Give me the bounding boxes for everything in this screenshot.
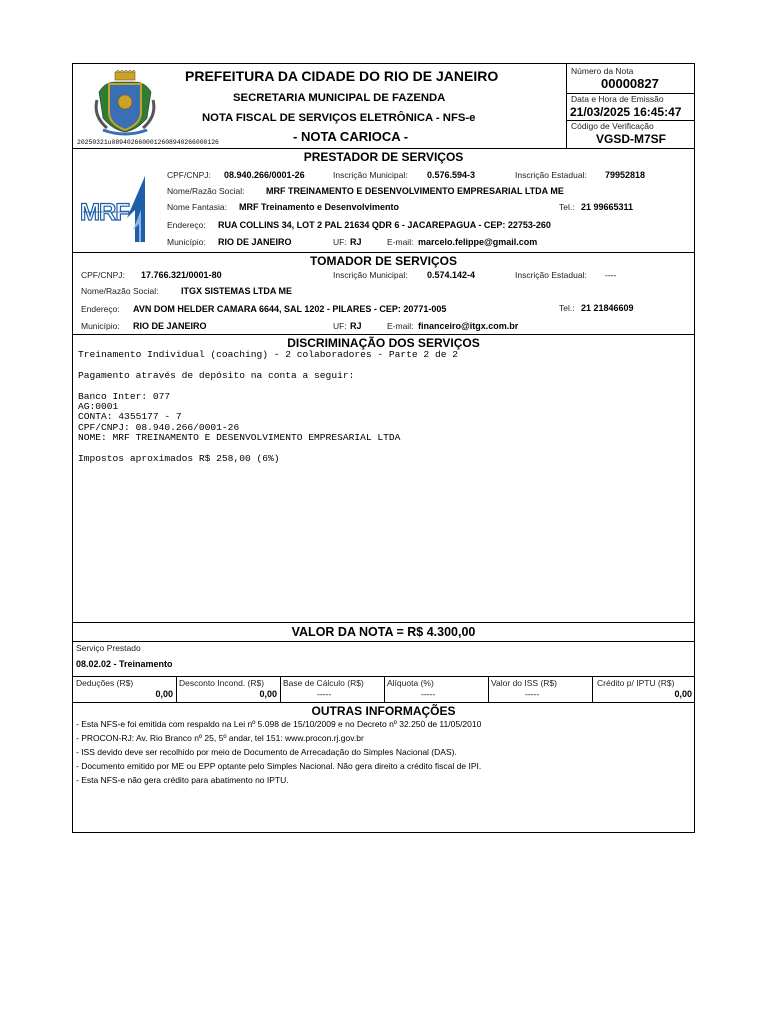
tomador-telefone: 21 21846609 — [581, 303, 634, 313]
numero-nota-label: Número da Nota — [571, 66, 634, 76]
base-calculo-value: ----- — [317, 689, 332, 699]
tomador-razao-social: ITGX SISTEMAS LTDA ME — [181, 286, 293, 296]
credito-iptu-value: 0,00 — [674, 689, 692, 699]
tomador-cnpj: 17.766.321/0001-80 — [141, 270, 222, 280]
codigo-verificacao-label: Código de Verificação — [571, 121, 654, 131]
tomador-municipio: RIO DE JANEIRO — [133, 321, 207, 331]
aliquota-value: ----- — [421, 689, 436, 699]
secretaria-title: SECRETARIA MUNICIPAL DE FAZENDA — [233, 92, 446, 104]
credito-iptu-label: Crédito p/ IPTU (R$) — [597, 678, 675, 688]
servico-prestado-value: 08.02.02 - Treinamento — [76, 659, 173, 669]
outras-informacoes-title: OUTRAS INFORMAÇÕES — [311, 704, 456, 718]
tomador-endereco: AVN DOM HELDER CAMARA 6644, SAL 1202 - PILARES - CEP: 20771-005 — [133, 304, 447, 314]
outras-line-2: - PROCON-RJ: Av. Rio Branco nº 25, 5º andar, tel 151: www.procon.rj.gov.br — [76, 733, 364, 743]
servico-prestado-label: Serviço Prestado — [76, 643, 141, 653]
prestador-endereco: RUA COLLINS 34, LOT 2 PAL 21634 QDR 6 - JACAREPAGUA - CEP: 22753-260 — [218, 220, 551, 230]
tomador-inscricao-estadual: ---- — [605, 270, 617, 280]
tomador-inscricao-municipal: 0.574.142-4 — [427, 270, 476, 280]
prestador-cnpj: 08.940.266/0001-26 — [224, 170, 305, 180]
prestador-inscricao-municipal: 0.576.594-3 — [427, 170, 476, 180]
city-coat-of-arms — [89, 70, 161, 138]
deducoes-value: 0,00 — [155, 689, 173, 699]
desconto-value: 0,00 — [259, 689, 277, 699]
discriminacao-text: Treinamento Individual (coaching) - 2 colaboradores - Parte 2 de 2 Pagamento através de depósito na conta a seguir: Banco Inter: 077 AG:0001 CONTA: 4355177 - 7 CPF/CNPJ: 08.940.266/0001-26 NOME: MRF TREINAMENTO E DESENVOLVIMENTO EMPRESARIAL LTDA Impostos aproximados R$ 258,00 (6%) — [78, 349, 458, 465]
tomador-uf: RJ — [350, 321, 362, 331]
prestador-inscricao-estadual: 79952818 — [605, 170, 646, 180]
valor-iss-label: Valor do ISS (R$) — [491, 678, 557, 688]
prestador-telefone: 21 99665311 — [581, 202, 634, 212]
nfse-document: 20250321u0894026600012608940266000126 PREFEITURA DA CIDADE DO RIO DE JANEIRO SECRETARIA MUNICIPAL DE FAZENDA NOTA FISCAL DE SERVIÇOS ELETRÔNICA - NFS-e - NOTA CARIOCA - Número da Nota 00000827 Data e Hora de Emissão 21/03/2025 16:45:47 Código de Verificação VGSD-M7SF PRESTADOR DE SERVIÇOS MRF CPF/CNPJ: 08.940.266/0001-26 Inscrição Municipal: 0.576.594-3 Inscrição Estadual: 79952818 Nome/Razão Social: MRF TREINAMENTO E DESENVOLVIMENTO EMPRESARIAL LTDA ME Nome Fantasia: MRF Treinamento e Desenvolvimento Tel.: 21 99665311 Endereço: RUA COLLINS 34, LOT 2 PAL 21634 QDR 6 - JACAREPAGUA - CEP: 22753-260 Município: RIO DE JANEIRO UF: RJ E-mail: marcelo.felippe@gmail.com TOMADOR DE SERVIÇOS CPF/CNPJ: 17.766.321/0001-80 Inscrição Municipal: 0.574.142-4 Inscrição Estadual: ---- Nome/Razão Social: ITGX SISTEMAS LTDA ME Endereço: AVN DOM HELDER CAMARA 6644, SAL 1202 - PILARES - CEP: 20771-005 Tel.: 21 21846609 Município: RIO DE JANEIRO UF: RJ E-mail: financeiro@itgx.com.br DISCRIMINAÇÃO DOS SERVIÇOS Treinamento Individual (coaching) - 2 colaboradores - Parte 2 de 2 Pagamento através de depósito na conta a seguir: Banco Inter: 077 AG:0001 CONTA: 4355177 - 7 CPF/CNPJ: 08.940.266/0001-26 NOME: MRF TREINAMENTO E DESENVOLVIMENTO EMPRESARIAL LTDA Impostos aproximados R$ 258,00 (6%) VALOR DA NOTA = R$ 4.300,00 Serviço Prestado 08.02.02 - Treinamento Deduções (R$) 0,00 Desconto Incond. (R$) 0,00 Base de Cálculo (R$) ----- Alíquota (%) ----- Valor do ISS (R$) ----- Crédito p/ IPTU (R$) 0,00 OUTRAS INFORMAÇÕES - Esta NFS-e foi emitida com respaldo na Lei nº 5.098 de 15/10/2009 e no Decreto nº 32.250 de 11/05/2010 - PROCON-RJ: Av. Rio Branco nº 25, 5º andar, tel 151: www.procon.rj.gov.br - ISS devido deve ser recolhido por meio de Documento de Arrecadação do Simples Nacional (DAS). - Documento emitido por ME ou EPP optante pelo Simples Nacional. Não gera direito a crédito fiscal de IPI. - Esta NFS-e não gera crédito para abatimento no IPTU. — [72, 63, 695, 833]
prestador-municipio: RIO DE JANEIRO — [218, 237, 292, 247]
svg-text:MRF: MRF — [80, 199, 129, 226]
barcode-text: 20250321u0894026600012608940266000126 — [77, 139, 219, 146]
aliquota-label: Alíquota (%) — [387, 678, 434, 688]
deducoes-label: Deduções (R$) — [76, 678, 134, 688]
nota-carioca-title: - NOTA CARIOCA - — [293, 129, 409, 144]
base-calculo-label: Base de Cálculo (R$) — [283, 678, 364, 688]
prestador-email: marcelo.felippe@gmail.com — [418, 237, 538, 247]
valor-nota: VALOR DA NOTA = R$ 4.300,00 — [291, 625, 476, 639]
prestador-uf: RJ — [350, 237, 362, 247]
outras-line-3: - ISS devido deve ser recolhido por meio de Documento de Arrecadação do Simples Nacional (DAS). — [76, 747, 457, 757]
data-emissao-value: 21/03/2025 16:45:47 — [570, 105, 682, 119]
desconto-label: Desconto Incond. (R$) — [179, 678, 265, 688]
valor-iss-value: ----- — [525, 689, 540, 699]
discriminacao-section-title: DISCRIMINAÇÃO DOS SERVIÇOS — [287, 336, 480, 350]
outras-line-1: - Esta NFS-e foi emitida com respaldo na Lei nº 5.098 de 15/10/2009 e no Decreto nº 32.250 de 11/05/2010 — [76, 719, 482, 729]
nfse-title: NOTA FISCAL DE SERVIÇOS ELETRÔNICA - NFS-e — [202, 112, 476, 124]
outras-line-4: - Documento emitido por ME ou EPP optante pelo Simples Nacional. Não gera direito a crédito fiscal de IPI. — [76, 761, 482, 771]
tomador-email: financeiro@itgx.com.br — [418, 321, 519, 331]
prestador-razao-social: MRF TREINAMENTO E DESENVOLVIMENTO EMPRESARIAL LTDA ME — [266, 186, 564, 196]
document-title: PREFEITURA DA CIDADE DO RIO DE JANEIRO — [185, 68, 499, 84]
numero-nota-value: 00000827 — [601, 76, 659, 91]
codigo-verificacao-value: VGSD-M7SF — [596, 132, 667, 146]
prestador-nome-fantasia: MRF Treinamento e Desenvolvimento — [239, 202, 400, 212]
tomador-section-title: TOMADOR DE SERVIÇOS — [310, 254, 457, 268]
outras-line-5: - Esta NFS-e não gera crédito para abatimento no IPTU. — [76, 775, 289, 785]
data-emissao-label: Data e Hora de Emissão — [571, 94, 664, 104]
prestador-section-title: PRESTADOR DE SERVIÇOS — [303, 150, 464, 164]
mrf-logo — [79, 170, 161, 246]
